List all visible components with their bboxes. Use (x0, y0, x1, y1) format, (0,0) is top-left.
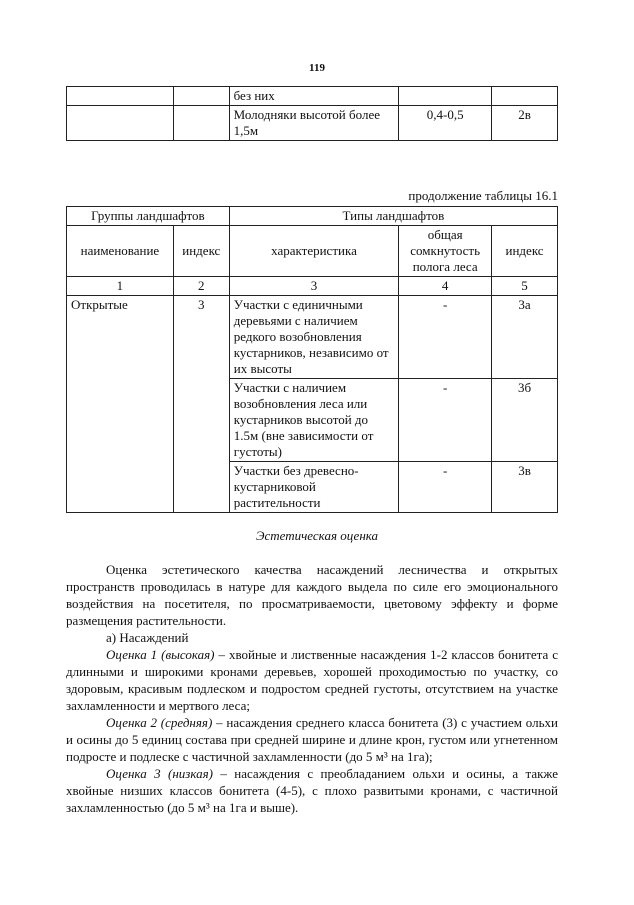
body-text (66, 561, 558, 816)
table-header-row (67, 226, 558, 277)
column-number: 2 (173, 277, 229, 296)
group-header-landscape-types: Типы ландшафтов (229, 207, 557, 226)
grade-label: Оценка 2 (средняя) (106, 715, 213, 730)
characteristic-cell: Участки с наличием возобновления леса или кустарников высотой до 1.5м (вне зависимости от густоты) (229, 379, 398, 462)
table-cell: 2в (492, 106, 558, 141)
page-number: 119 (309, 62, 325, 74)
grade-paragraph (66, 765, 558, 816)
column-number: 4 (399, 277, 492, 296)
table-column-number-row (67, 277, 558, 296)
table-cell (173, 87, 229, 106)
grade-label: Оценка 3 (низкая) (106, 766, 213, 781)
column-header: индекс (492, 226, 558, 277)
column-number: 1 (67, 277, 174, 296)
table-cell (173, 106, 229, 141)
type-index-cell: 3в (492, 462, 558, 513)
density-cell: - (399, 296, 492, 379)
group-header-landscape-groups: Группы ландшафтов (67, 207, 230, 226)
grade-label: Оценка 1 (высокая) (106, 647, 215, 662)
table-cell: 0,4-0,5 (399, 106, 492, 141)
table-row (67, 87, 558, 106)
group-index-cell: 3 (173, 296, 229, 513)
column-header: общая сомкнутость полога леса (399, 226, 492, 277)
grade-paragraph (66, 714, 558, 765)
paragraph-intro: Оценка эстетического качества насаждений лесничества и открытых пространств проводилась в натуре для каждого выдела по силе его эмоционального воздействия на посетителя, по просматриваемости, цветовому эффекту и форме размещения растительности. (66, 562, 558, 628)
table-cell (492, 87, 558, 106)
column-number: 3 (229, 277, 398, 296)
table-cell (67, 106, 174, 141)
list-label: а) Насаждений (106, 630, 189, 645)
landscape-table (66, 206, 558, 513)
grade-text: – хвойные и лиственные насаждения 1-2 классов бонитета с длинными и широкими кронами деревьев, хорошей проходимостью по участку, со здоровым, красивым подлеском и подростом средней густоты, отсутствием на участке захламленности и мертвого леса; (66, 647, 558, 713)
table-cell (399, 87, 492, 106)
type-index-cell: 3б (492, 379, 558, 462)
table-cell: Молодняки высотой более 1,5м (229, 106, 399, 141)
table-top-fragment (66, 86, 558, 141)
table-cell: без них (229, 87, 399, 106)
column-header: характеристика (229, 226, 398, 277)
group-name-cell: Открытые (67, 296, 174, 513)
density-cell: - (399, 462, 492, 513)
type-index-cell: 3а (492, 296, 558, 379)
table-cell (67, 87, 174, 106)
column-number: 5 (492, 277, 558, 296)
grade-text: – насаждения с преобладанием ольхи и осины, а также хвойные низших классов бонитета (4-5), с плохо развитыми кронами, с частичной захламленностью (до 5 м³ на 1га и выше). (66, 766, 559, 815)
table-group-header-row (67, 207, 558, 226)
density-cell: - (399, 379, 492, 462)
column-header: индекс (173, 226, 229, 277)
table-row (67, 106, 558, 141)
table-row (67, 296, 558, 379)
characteristic-cell: Участки без древесно-кустарниковой растительности (229, 462, 398, 513)
section-title: Эстетическая оценка (255, 528, 379, 543)
continuation-label: продолжение таблицы 16.1 (408, 188, 558, 203)
grade-paragraph (66, 646, 558, 714)
column-header: наименование (67, 226, 174, 277)
characteristic-cell: Участки с единичными деревьями с наличием редкого возобновления кустарников, независимо от их высоты (229, 296, 398, 379)
grade-text: – насаждения среднего класса бонитета (3) с участием ольхи и осины до 5 единиц состава при средней ширине и длине крон, густом или угнетенном подросте и подлеске с частичной захламленности (до 5 м³ на 1га); (66, 715, 558, 764)
